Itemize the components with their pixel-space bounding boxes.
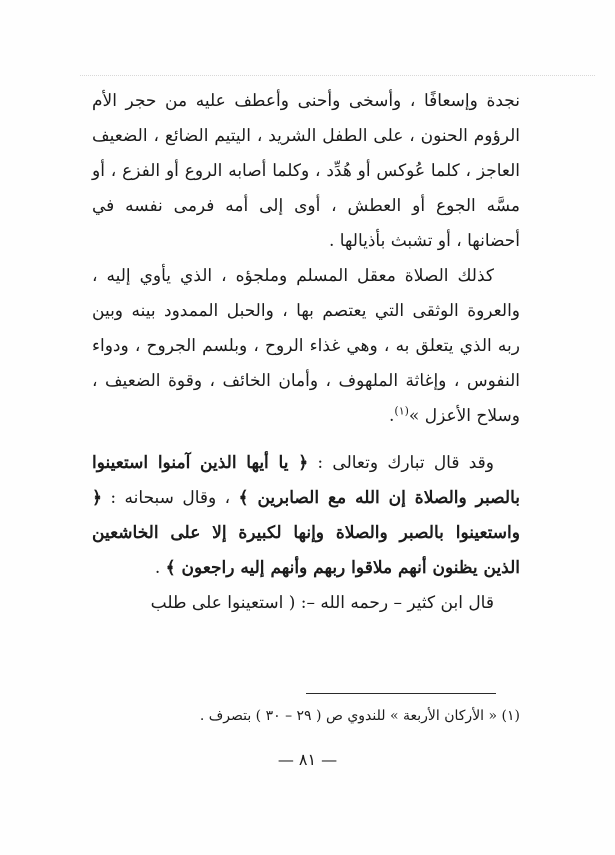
quran-verse-2: ﴿ واستعينوا بالصبر والصلاة وإنها لكبيرة إلا على الخاشعين الذين يظنون أنهم ملاقوا ربهم وأنهم إليه راجعون ﴾ <box>92 488 520 578</box>
footnote-separator <box>306 693 496 694</box>
paragraph-2-text: كذلك الصلاة معقل المسلم وملجؤه ، الذي يأوي إليه ، والعروة الوثقى التي يعتصم بها ، والحبل الممدود بينه وبين ربه الذي يتعلق به ، وهي غذاء الروح ، وبلسم الجروح ، ودواء النفوس ، وإغاثة الملهوف ، وأمان الخائف ، وقوة الضعيف ، وسلاح الأعزل » <box>92 266 520 426</box>
paragraph-2-end: . <box>389 406 395 426</box>
paragraph-3-intro: وقد قال تبارك وتعالى : <box>308 453 494 473</box>
paragraph-3 <box>92 446 520 586</box>
main-text <box>92 84 520 621</box>
footnote-reference: (١) <box>394 404 409 418</box>
paragraph-2 <box>92 259 520 434</box>
page-number: — ٨١ — <box>277 750 338 769</box>
paragraph-gap <box>92 434 520 446</box>
paragraph-4: قال ابن كثير – رحمه الله –: ( استعينوا على طلب <box>150 593 494 613</box>
paragraph-3-mid: ، وقال سبحانه : <box>101 488 239 508</box>
footnote: (١) « الأركان الأربعة » للندوي ص ( ٢٩ – ٣٠ ) بتصرف . <box>199 708 520 724</box>
quran-verse-1: ﴿ يا أيها الذين آمنوا استعينوا بالصبر والصلاة إن الله مع الصابرين ﴾ <box>92 453 520 508</box>
top-dotted-rule <box>80 75 595 76</box>
paragraph-3-end: . <box>154 558 166 578</box>
paragraph-1: نجدة وإسعافًا ، وأسخى وأحنى وأعطف عليه من حجر الأم الرؤوم الحنون ، على الطفل الشريد ، اليتيم الضائع ، الضعيف العاجز ، كلما عُوكس أو هُدِّد ، وكلما أصابه الروع أو الفزع ، أو مسَّه الجوع أو العطش ، أوى إلى أمه فرمى نفسه في أحضانها ، أو تشبث بأذيالها . <box>92 91 520 251</box>
